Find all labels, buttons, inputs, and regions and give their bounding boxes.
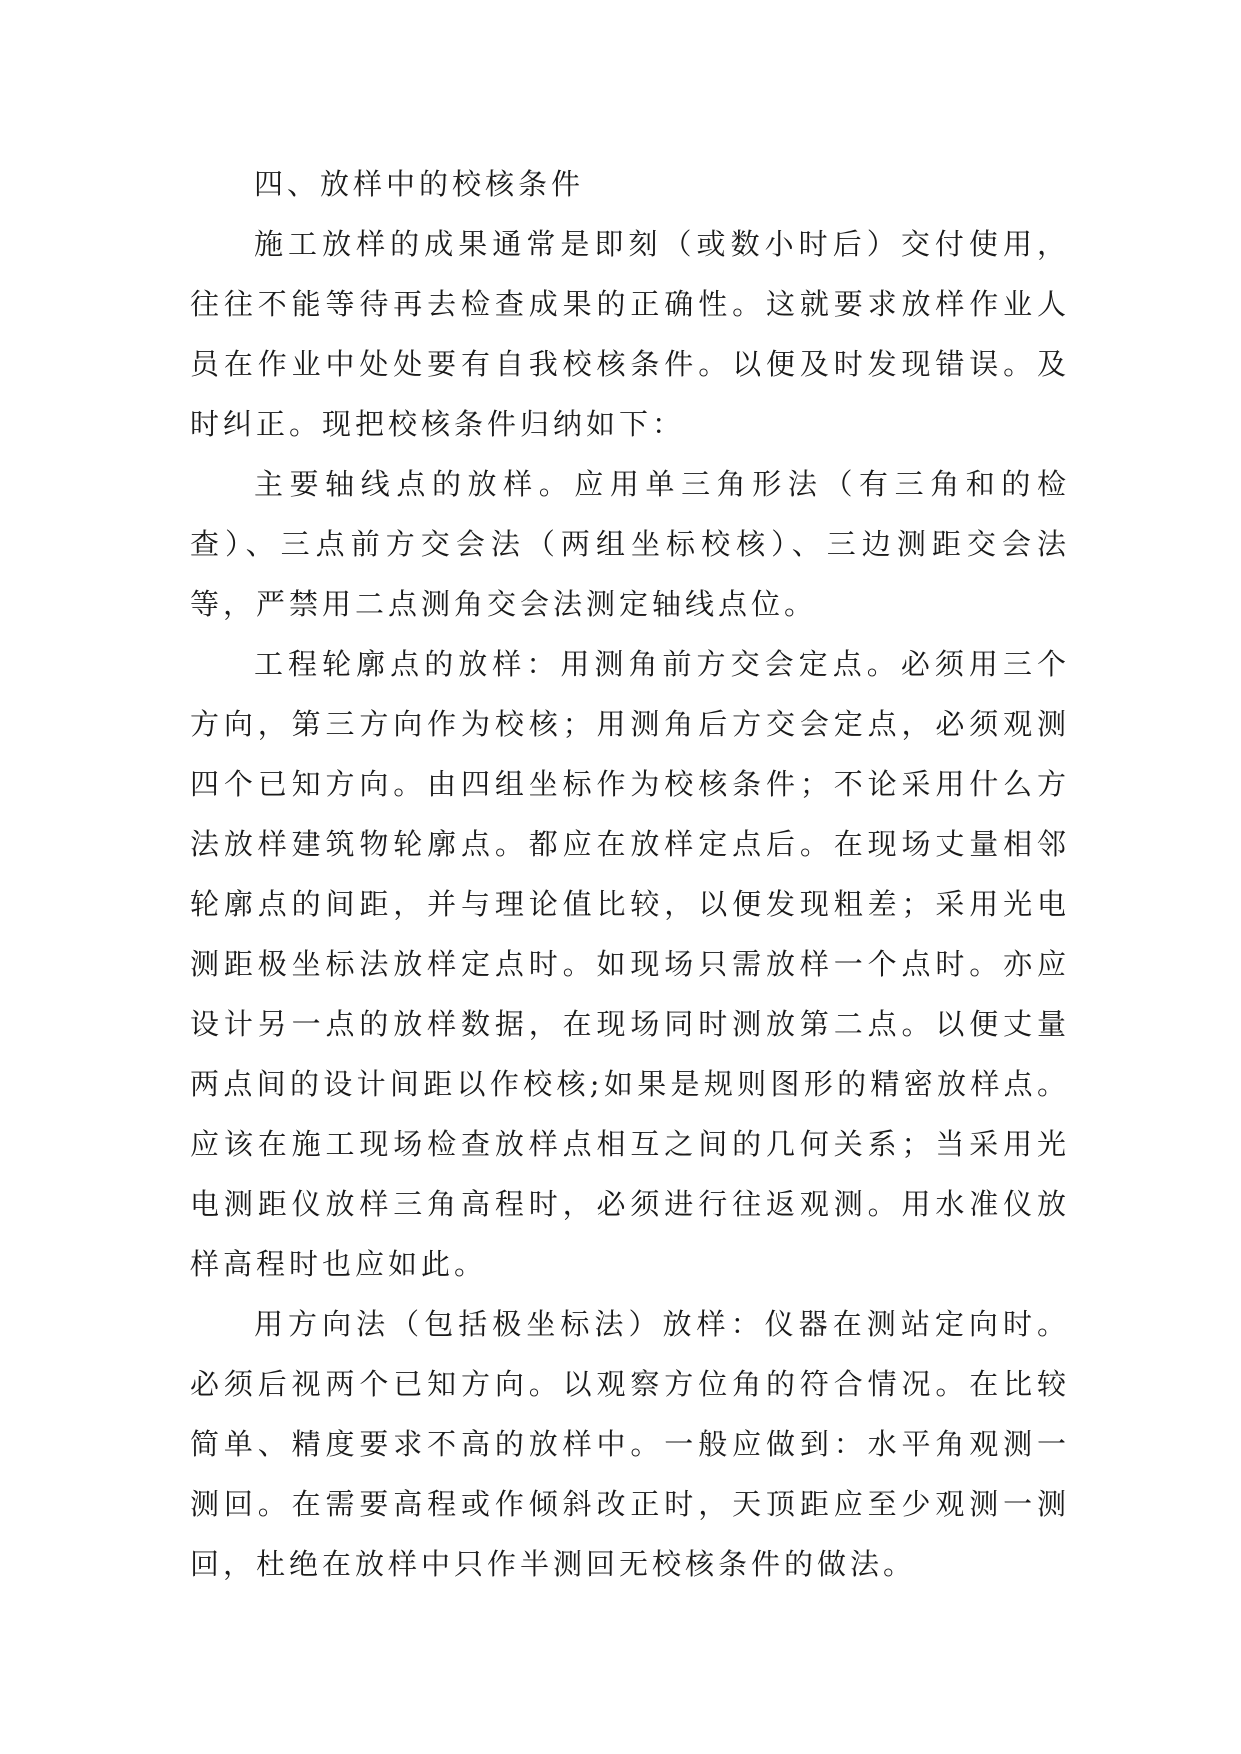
paragraph-direction-method: 用方向法（包括极坐标法）放样：仪器在测站定向时。必须后视两个已知方向。以观察方位角的符合情况。在比较简单、精度要求不高的放样中。一般应做到：水平角观测一测回。在需要高程或作倾斜改正时，天顶距应至少观测一测回，杜绝在放样中只作半测回无校核条件的做法。 [190, 1307, 1070, 1581]
section-heading: 四、放样中的校核条件 [254, 167, 585, 201]
paragraph-contour-points: 工程轮廓点的放样：用测角前方交会定点。必须用三个方向，第三方向作为校核；用测角后方交会定点，必须观测四个已知方向。由四组坐标作为校核条件；不论采用什么方法放样建筑物轮廓点。都应在放样定点后。在现场丈量相邻轮廓点的间距，并与理论值比较，以便发现粗差；采用光电测距极坐标法放样定点时。如现场只需放样一个点时。亦应设计另一点的放样数据，在现场同时测放第二点。以便丈量两点间的设计间距以作校核;如果是规则图形的精密放样点。应该在施工现场检查放样点相互之间的几何关系；当采用光电测距仪放样三角高程时，必须进行往返观测。用水准仪放样高程时也应如此。 [190, 647, 1070, 1281]
paragraph-intro: 施工放样的成果通常是即刻（或数小时后）交付使用，往往不能等待再去检查成果的正确性。这就要求放样作业人员在作业中处处要有自我校核条件。以便及时发现错误。及时纠正。现把校核条件归纳如下： [190, 227, 1070, 441]
document-body [190, 154, 1070, 1594]
paragraph-axis-points: 主要轴线点的放样。应用单三角形法（有三角和的检查）、三点前方交会法（两组坐标校核）、三边测距交会法等，严禁用二点测角交会法测定轴线点位。 [190, 467, 1070, 621]
